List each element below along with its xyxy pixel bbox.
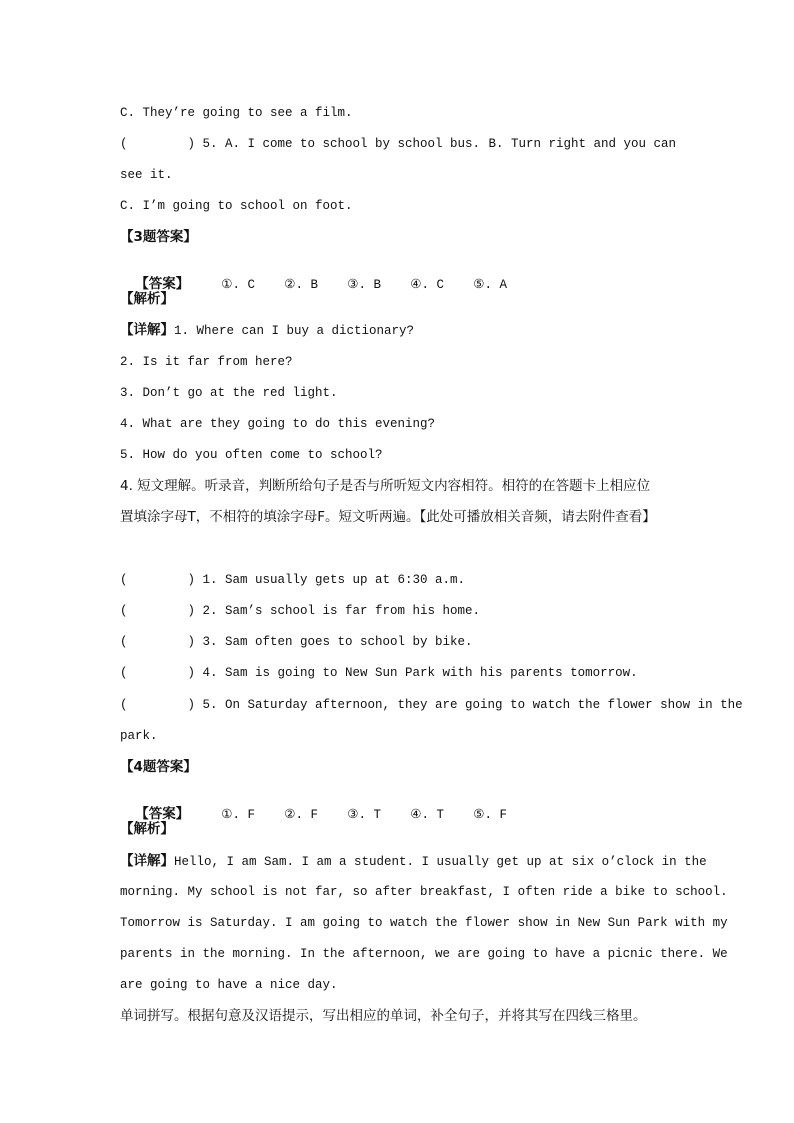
tf-question-4: ( ) 4. Sam is going to New Sun Park with his parents tomorrow. bbox=[120, 666, 638, 680]
tf-question-3: ( ) 3. Sam often goes to school by bike. bbox=[120, 635, 473, 649]
section-4-instruction-2: 置填涂字母T，不相符的填涂字母F。短文听两遍。【此处可播放相关音频，请去附件查看】 bbox=[120, 509, 656, 525]
section-5-instruction: 单词拼写。根据句意及汉语提示，写出相应的单词，补全句子，并将其写在四线三格里。 bbox=[120, 1008, 647, 1024]
answer-item: ③. T bbox=[347, 808, 381, 822]
passage-line-4: parents in the morning. In the afternoon, we are going to have a picnic there. We bbox=[120, 947, 728, 961]
answer-item: ④. C bbox=[410, 278, 444, 292]
option-c-foot: C. I’m going to school on foot. bbox=[120, 199, 353, 213]
answer-item: ①. C bbox=[221, 278, 255, 292]
detail-line-3: 3. Don’t go at the red light. bbox=[120, 386, 338, 400]
question-5-option-a: ( ) 5. A. I come to school by school bus. bbox=[120, 137, 481, 151]
passage-line-5: are going to have a nice day. bbox=[120, 978, 338, 992]
answer-item: ②. B bbox=[284, 278, 318, 292]
detail-line-2: 2. Is it far from here? bbox=[120, 355, 293, 369]
passage-line-2: morning. My school is not far, so after breakfast, I often ride a bike to school. bbox=[120, 885, 728, 899]
answer-item: ①. F bbox=[221, 808, 255, 822]
passage-text: Hello, I am Sam. I am a student. I usually get up at six o’clock in the bbox=[174, 855, 707, 869]
detail-text: 1. Where can I buy a dictionary? bbox=[174, 324, 415, 338]
answer-item: ②. F bbox=[284, 808, 318, 822]
question-5-option-b: B. Turn right and you can bbox=[488, 137, 676, 151]
answer-label: 【答案】 bbox=[135, 806, 190, 822]
tf-question-5-continued: park. bbox=[120, 729, 158, 743]
option-c-film: C. They’re going to see a film. bbox=[120, 106, 353, 120]
answer-item: ④. T bbox=[410, 808, 444, 822]
analysis-heading: 【解析】 bbox=[120, 291, 174, 307]
detail-line-4: 4. What are they going to do this evening? bbox=[120, 417, 436, 431]
answer-item: ⑤. A bbox=[473, 278, 507, 292]
question-5-line bbox=[120, 136, 676, 152]
answer-item: ⑤. F bbox=[473, 808, 507, 822]
detail-tag: 【详解】 bbox=[120, 322, 174, 338]
tf-question-2: ( ) 2. Sam’s school is far from his home. bbox=[120, 604, 481, 618]
answer-item: ③. B bbox=[347, 278, 381, 292]
passage-line-1 bbox=[120, 853, 707, 870]
tf-question-5: ( ) 5. On Saturday afternoon, they are going to watch the flower show in the bbox=[120, 698, 743, 712]
passage-line-3: Tomorrow is Saturday. I am going to watch the flower show in New Sun Park with my bbox=[120, 916, 728, 930]
question-5-continued: see it. bbox=[120, 168, 173, 182]
section-4-answer-heading: 【4题答案】 bbox=[120, 759, 197, 775]
analysis-heading: 【解析】 bbox=[120, 821, 174, 837]
section-4-instruction-1: 4. 短文理解。听录音，判断所给句子是否与所听短文内容相符。相符的在答题卡上相应位 bbox=[120, 478, 651, 494]
detail-line-1 bbox=[120, 322, 676, 339]
answer-label: 【答案】 bbox=[135, 276, 190, 292]
tf-question-1: ( ) 1. Sam usually gets up at 6:30 a.m. bbox=[120, 573, 466, 587]
detail-line-5: 5. How do you often come to school? bbox=[120, 448, 383, 462]
detail-tag: 【详解】 bbox=[120, 853, 174, 869]
section-3-answer-heading: 【3题答案】 bbox=[120, 229, 197, 245]
